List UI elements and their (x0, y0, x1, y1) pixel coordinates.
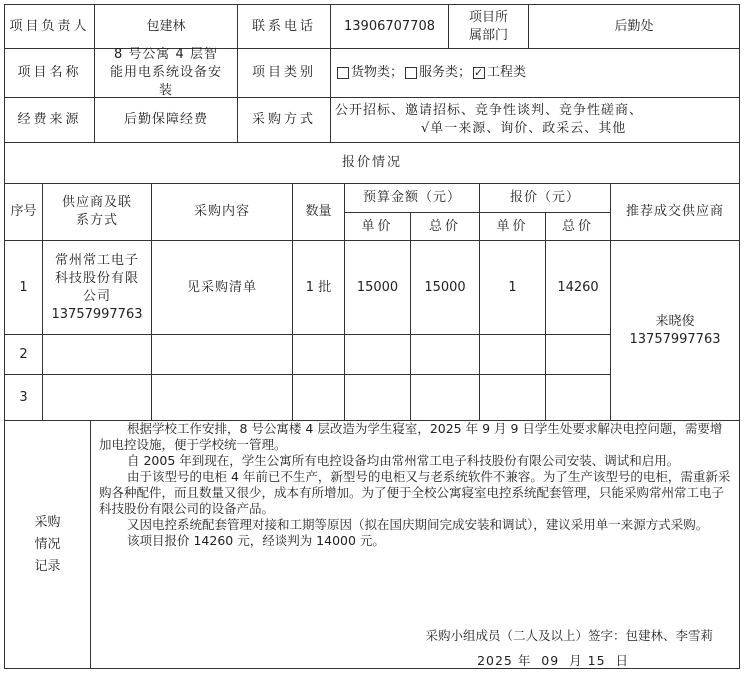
option-goods: 货物类； (351, 65, 404, 80)
record-label-line-3: 记录 (34, 558, 61, 574)
header-content: 采购内容 (151, 183, 293, 241)
row1-qty: 1 批 (292, 240, 345, 335)
row2-qty (292, 334, 345, 375)
method-line-1: 公开招标、邀请招标、竞争性谈判、竞争性磋商、 (335, 103, 644, 118)
header-budget-total: 总价 (410, 212, 480, 241)
row1-supplier (42, 240, 152, 335)
category-label: 项目类别 (237, 48, 331, 98)
row1-budget-unit: 15000 (344, 240, 411, 335)
project-name-label: 项目名称 (4, 48, 95, 98)
row3-supplier (42, 374, 152, 421)
row1-quote-unit: 1 (479, 240, 546, 335)
header-budget: 预算金额（元） (344, 183, 480, 213)
row1-supplier-phone: 13757997763 (51, 306, 143, 322)
checkbox-service[interactable] (405, 67, 417, 79)
row1-seq: 1 (4, 240, 43, 335)
method-label: 采购方式 (237, 97, 331, 143)
header-quote: 报价（元） (479, 183, 611, 213)
row3-quote-unit (479, 374, 546, 421)
record-paragraph-2: 自 2005 年到现在，学生公寓所有电控设备均由常州常工电子科技股份有限公司安装、调试和启用。 (127, 453, 680, 468)
row2-budget-total (410, 334, 480, 375)
row1-supplier-name: 常州常工电子科技股份有限公司 (54, 252, 139, 304)
row2-supplier (42, 334, 152, 375)
checkbox-engineering[interactable] (473, 67, 485, 79)
row3-quote-total (545, 374, 611, 421)
row2-quote-unit (479, 334, 546, 375)
recommend-name: 来晓俊 (655, 313, 695, 329)
row3-budget-unit (344, 374, 411, 421)
checkbox-goods[interactable] (337, 67, 349, 79)
project-name-value: 8 号公寓 4 层智能用电系统设备安装 (94, 48, 238, 98)
leader-label: 项目负责人 (4, 4, 95, 49)
header-quote-total: 总价 (545, 212, 611, 241)
row3-budget-total (410, 374, 480, 421)
row3-content (151, 374, 293, 421)
fund-value: 后勤保障经费 (94, 97, 238, 143)
quote-title: 报价情况 (4, 142, 740, 184)
row2-content (151, 334, 293, 375)
header-qty: 数量 (292, 183, 345, 241)
row2-seq: 2 (4, 334, 43, 375)
category-options (330, 48, 740, 98)
dept-value: 后勤处 (528, 4, 740, 49)
method-line-2: √单一来源、询价、政采云、其他 (421, 121, 627, 136)
option-engineering: 工程类 (487, 65, 527, 80)
method-options (330, 97, 740, 143)
recommend-supplier (610, 240, 740, 421)
signature-line: 采购小组成员（二人及以上）签字：包建林、李雪莉 (425, 628, 713, 643)
header-quote-unit: 单价 (479, 212, 546, 241)
dept-label: 项目所属部门 (448, 4, 529, 49)
row1-quote-total: 14260 (545, 240, 611, 335)
row3-seq: 3 (4, 374, 43, 421)
signature-date: 2025 年 09 月 15 日 (477, 653, 629, 668)
header-supplier: 供应商及联系方式 (42, 183, 152, 241)
row3-qty (292, 374, 345, 421)
row2-quote-total (545, 334, 611, 375)
record-paragraph-3: 由于该型号的电柜 4 年前已不生产，新型号的电柜又与老系统软件不兼容。为了生产该型号的电柜，需重新采购各种配件，而且数量又很少，成本有所增加。为了便于全校公寓寝室电控系统配套管理，只能采购常州常工电子科技股份有限公司的设备产品。 (99, 469, 731, 516)
phone-label: 联系电话 (237, 4, 331, 49)
row1-content: 见采购清单 (151, 240, 293, 335)
phone-value: 13906707708 (330, 4, 449, 49)
record-label-line-2: 情况 (34, 536, 61, 552)
fund-label: 经费来源 (4, 97, 95, 143)
record-paragraph-1: 根据学校工作安排，8 号公寓楼 4 层改造为学生寝室，2025 年 9 月 9 日学生处要求解决电控问题，需要增加电控设施，便于学校统一管理。 (99, 421, 723, 452)
header-recommend: 推荐成交供应商 (610, 183, 740, 241)
leader-value: 包建林 (94, 4, 238, 49)
record-paragraph-4: 又因电控系统配套管理对接和工期等原因（拟在国庆期间完成安装和调试），建议采用单一来源方式采购。 (127, 517, 709, 532)
record-label (4, 420, 91, 669)
row1-budget-total: 15000 (410, 240, 480, 335)
option-service: 服务类； (419, 65, 472, 80)
recommend-phone: 13757997763 (629, 331, 721, 347)
record-label-line-1: 采购 (34, 514, 61, 530)
record-content (90, 420, 740, 669)
row2-budget-unit (344, 334, 411, 375)
record-paragraph-5: 该项目报价 14260 元，经谈判为 14000 元。 (127, 533, 385, 548)
header-seq: 序号 (4, 183, 43, 241)
header-budget-unit: 单价 (344, 212, 411, 241)
